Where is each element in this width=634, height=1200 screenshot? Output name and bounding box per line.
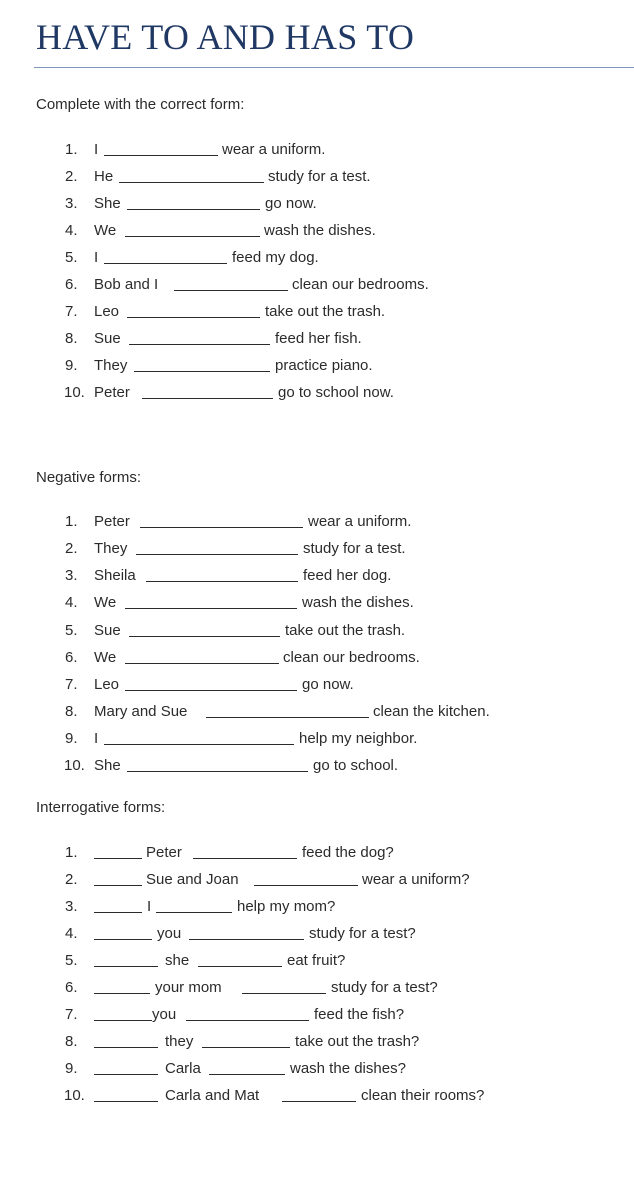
item-phrase: go now. xyxy=(302,676,354,693)
exercise-item xyxy=(0,1005,634,1025)
exercise-item xyxy=(0,924,634,944)
item-number: 7. xyxy=(65,303,78,320)
exercise-item xyxy=(0,1032,634,1052)
item-subject: Leo xyxy=(94,676,120,693)
answer-blank[interactable] xyxy=(202,1047,290,1048)
item-subject: Carla and Mat xyxy=(165,1087,260,1104)
exercise-item xyxy=(0,843,634,863)
item-number: 10. xyxy=(64,757,85,774)
item-number: 1. xyxy=(65,513,78,530)
answer-blank[interactable] xyxy=(104,155,218,156)
item-number: 2. xyxy=(65,540,78,557)
item-number: 4. xyxy=(65,222,78,239)
answer-blank-start[interactable] xyxy=(94,1047,158,1048)
item-phrase: feed my dog. xyxy=(232,249,319,266)
answer-blank[interactable] xyxy=(142,398,273,399)
exercise-item xyxy=(0,512,634,532)
answer-blank[interactable] xyxy=(125,236,260,237)
exercise-item xyxy=(0,302,634,322)
section-heading-negative: Negative forms: xyxy=(36,469,142,486)
answer-blank[interactable] xyxy=(206,717,369,718)
answer-blank[interactable] xyxy=(127,209,260,210)
exercise-item xyxy=(0,621,634,641)
answer-blank-start[interactable] xyxy=(94,912,142,913)
answer-blank[interactable] xyxy=(254,885,358,886)
item-phrase: clean the kitchen. xyxy=(373,703,490,720)
exercise-item xyxy=(0,194,634,214)
item-number: 10. xyxy=(64,1087,85,1104)
item-subject: your mom xyxy=(155,979,222,996)
item-number: 5. xyxy=(65,952,78,969)
item-subject: She xyxy=(94,757,121,774)
answer-blank-start[interactable] xyxy=(94,858,142,859)
answer-blank-start[interactable] xyxy=(94,966,158,967)
item-phrase: clean their rooms? xyxy=(361,1087,485,1104)
answer-blank[interactable] xyxy=(242,993,326,994)
answer-blank[interactable] xyxy=(129,636,280,637)
exercise-item xyxy=(0,675,634,695)
item-number: 5. xyxy=(65,622,78,639)
item-number: 2. xyxy=(65,871,78,888)
item-number: 6. xyxy=(65,979,78,996)
section-heading-complete: Complete with the correct form: xyxy=(36,96,245,113)
section-heading-interrogative: Interrogative forms: xyxy=(36,799,166,816)
answer-blank[interactable] xyxy=(136,554,298,555)
exercise-item xyxy=(0,756,634,776)
item-number: 3. xyxy=(65,898,78,915)
exercise-item xyxy=(0,221,634,241)
item-phrase: take out the trash. xyxy=(265,303,386,320)
item-phrase: help my neighbor. xyxy=(299,730,418,747)
item-phrase: go to school now. xyxy=(278,384,394,401)
item-phrase: eat fruit? xyxy=(287,952,346,969)
answer-blank[interactable] xyxy=(140,527,303,528)
exercise-item xyxy=(0,897,634,917)
answer-blank-start[interactable] xyxy=(94,939,152,940)
item-number: 9. xyxy=(65,1060,78,1077)
item-phrase: study for a test? xyxy=(331,979,438,996)
item-phrase: clean our bedrooms. xyxy=(292,276,429,293)
answer-blank[interactable] xyxy=(193,858,297,859)
item-subject: They xyxy=(94,540,128,557)
item-number: 8. xyxy=(65,330,78,347)
item-number: 4. xyxy=(65,594,78,611)
item-subject: Peter xyxy=(94,384,130,401)
item-phrase: wash the dishes. xyxy=(264,222,376,239)
answer-blank[interactable] xyxy=(127,771,308,772)
item-phrase: help my mom? xyxy=(237,898,336,915)
item-phrase: wash the dishes. xyxy=(302,594,414,611)
exercise-item xyxy=(0,539,634,559)
item-subject: They xyxy=(94,357,128,374)
answer-blank[interactable] xyxy=(156,912,232,913)
exercise-item xyxy=(0,248,634,268)
answer-blank[interactable] xyxy=(104,744,294,745)
item-phrase: wear a uniform. xyxy=(222,141,326,158)
item-phrase: practice piano. xyxy=(275,357,373,374)
item-number: 10. xyxy=(64,384,85,401)
item-number: 7. xyxy=(65,1006,78,1023)
item-subject: I xyxy=(147,898,152,915)
exercise-item xyxy=(0,566,634,586)
answer-blank[interactable] xyxy=(129,344,270,345)
item-subject: you xyxy=(152,1006,177,1023)
exercise-item xyxy=(0,702,634,722)
item-number: 6. xyxy=(65,649,78,666)
item-number: 8. xyxy=(65,1033,78,1050)
item-phrase: go to school. xyxy=(313,757,399,774)
item-number: 1. xyxy=(65,141,78,158)
item-phrase: wash the dishes? xyxy=(290,1060,406,1077)
item-subject: Sue xyxy=(94,622,121,639)
item-subject: We xyxy=(94,222,117,239)
title-divider xyxy=(34,67,634,68)
item-subject: Peter xyxy=(146,844,182,861)
item-subject: I xyxy=(94,730,99,747)
item-subject: they xyxy=(165,1033,194,1050)
answer-blank[interactable] xyxy=(209,1074,285,1075)
item-subject: He xyxy=(94,168,114,185)
exercise-item xyxy=(0,870,634,890)
item-phrase: clean our bedrooms. xyxy=(283,649,420,666)
item-phrase: study for a test? xyxy=(309,925,416,942)
answer-blank[interactable] xyxy=(119,182,264,183)
item-phrase: feed her dog. xyxy=(303,567,392,584)
item-phrase: study for a test. xyxy=(268,168,371,185)
answer-blank[interactable] xyxy=(127,317,260,318)
item-phrase: go now. xyxy=(265,195,317,212)
item-phrase: feed her fish. xyxy=(275,330,362,347)
item-subject: I xyxy=(94,249,99,266)
item-number: 7. xyxy=(65,676,78,693)
answer-blank-start[interactable] xyxy=(94,1020,152,1021)
item-number: 5. xyxy=(65,249,78,266)
item-number: 9. xyxy=(65,730,78,747)
exercise-item xyxy=(0,593,634,613)
exercise-item xyxy=(0,383,634,403)
answer-blank[interactable] xyxy=(134,371,270,372)
item-subject: Bob and I xyxy=(94,276,159,293)
item-subject: Carla xyxy=(165,1060,201,1077)
item-number: 3. xyxy=(65,195,78,212)
exercise-item xyxy=(0,951,634,971)
exercise-item xyxy=(0,329,634,349)
answer-blank[interactable] xyxy=(189,939,304,940)
item-number: 3. xyxy=(65,567,78,584)
exercise-item xyxy=(0,648,634,668)
answer-blank[interactable] xyxy=(125,608,297,609)
exercise-item xyxy=(0,167,634,187)
exercise-item xyxy=(0,275,634,295)
answer-blank[interactable] xyxy=(198,966,282,967)
item-phrase: take out the trash. xyxy=(285,622,406,639)
item-phrase: feed the dog? xyxy=(302,844,394,861)
item-subject: I xyxy=(94,141,99,158)
answer-blank[interactable] xyxy=(282,1101,356,1102)
answer-blank[interactable] xyxy=(104,263,227,264)
item-subject: Peter xyxy=(94,513,130,530)
item-phrase: feed the fish? xyxy=(314,1006,405,1023)
item-subject: Sue xyxy=(94,330,121,347)
answer-blank-start[interactable] xyxy=(94,1074,158,1075)
item-number: 4. xyxy=(65,925,78,942)
item-number: 1. xyxy=(65,844,78,861)
exercise-item xyxy=(0,356,634,376)
exercise-item xyxy=(0,1086,634,1106)
item-phrase: wear a uniform. xyxy=(308,513,412,530)
page-title: HAVE TO AND HAS TO xyxy=(36,17,415,57)
item-subject: She xyxy=(94,195,121,212)
answer-blank[interactable] xyxy=(146,581,298,582)
answer-blank[interactable] xyxy=(186,1020,309,1021)
item-subject: she xyxy=(165,952,190,969)
answer-blank[interactable] xyxy=(174,290,288,291)
answer-blank[interactable] xyxy=(125,663,279,664)
item-subject: you xyxy=(157,925,182,942)
answer-blank-start[interactable] xyxy=(94,1101,158,1102)
item-number: 2. xyxy=(65,168,78,185)
item-phrase: study for a test. xyxy=(303,540,406,557)
item-subject: We xyxy=(94,594,117,611)
exercise-item xyxy=(0,978,634,998)
item-number: 8. xyxy=(65,703,78,720)
exercise-item xyxy=(0,140,634,160)
item-subject: We xyxy=(94,649,117,666)
item-subject: Leo xyxy=(94,303,120,320)
item-subject: Sue and Joan xyxy=(146,871,239,888)
answer-blank[interactable] xyxy=(125,690,297,691)
answer-blank-start[interactable] xyxy=(94,885,142,886)
item-subject: Sheila xyxy=(94,567,136,584)
item-number: 6. xyxy=(65,276,78,293)
item-subject: Mary and Sue xyxy=(94,703,188,720)
answer-blank-start[interactable] xyxy=(94,993,150,994)
item-phrase: take out the trash? xyxy=(295,1033,420,1050)
exercise-item xyxy=(0,729,634,749)
item-number: 9. xyxy=(65,357,78,374)
item-phrase: wear a uniform? xyxy=(362,871,470,888)
exercise-item xyxy=(0,1059,634,1079)
